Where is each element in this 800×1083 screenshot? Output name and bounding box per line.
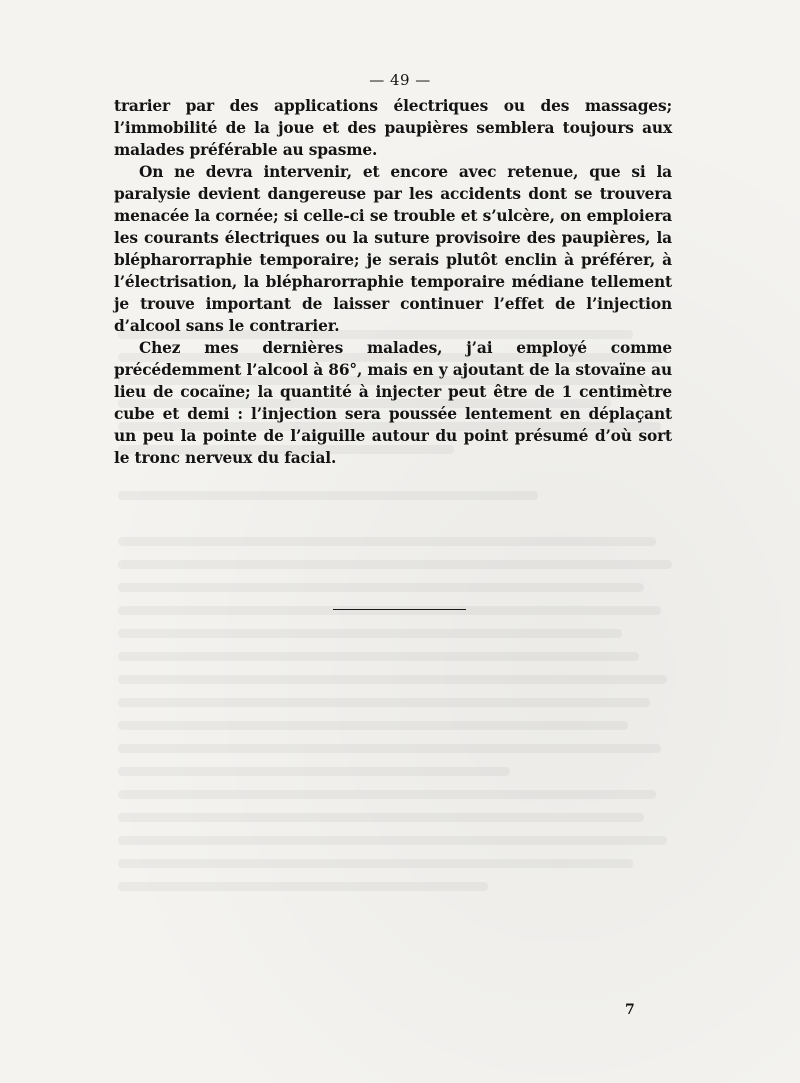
page-number: — 49 — [369,71,431,89]
paragraph-continuation: trarier par des applications électriques ou des massages; l’immobilité de la joue et des paupières semblera toujours aux malades préférable au spasme. [114,97,672,159]
body-text [114,95,672,469]
paragraph-recent-cases: Chez mes dernières malades, j’ai employé comme précédemment l’alcool à 86°, mais en y ajoutant de la stovaïne au lieu de cocaïne; la quantité à injecter peut être de 1 centimètre cube et demi : l’injection sera poussée lentement en déplaçant un peu la pointe de l’aiguille autour du point présumé d’où sort le tronc nerveux du facial. [114,339,672,467]
folio-number: 7 [625,1002,635,1018]
paragraph-intervention: On ne devra intervenir, et encore avec retenue, que si la paralysie devient dangereuse par les accidents dont se trouvera menacée la cornée; si celle-ci se trouble et s’ulcère, on emploiera les courants électriques ou la suture provisoire des paupières, la blépharorraphie temporaire; je serais plutôt enclin à préférer, à l’électrisation, la blépharorraphie temporaire médiane tellement je trouve important de laisser continuer l’effet de l’injection d’alcool sans le contrarier. [114,163,672,335]
section-divider [333,609,466,610]
